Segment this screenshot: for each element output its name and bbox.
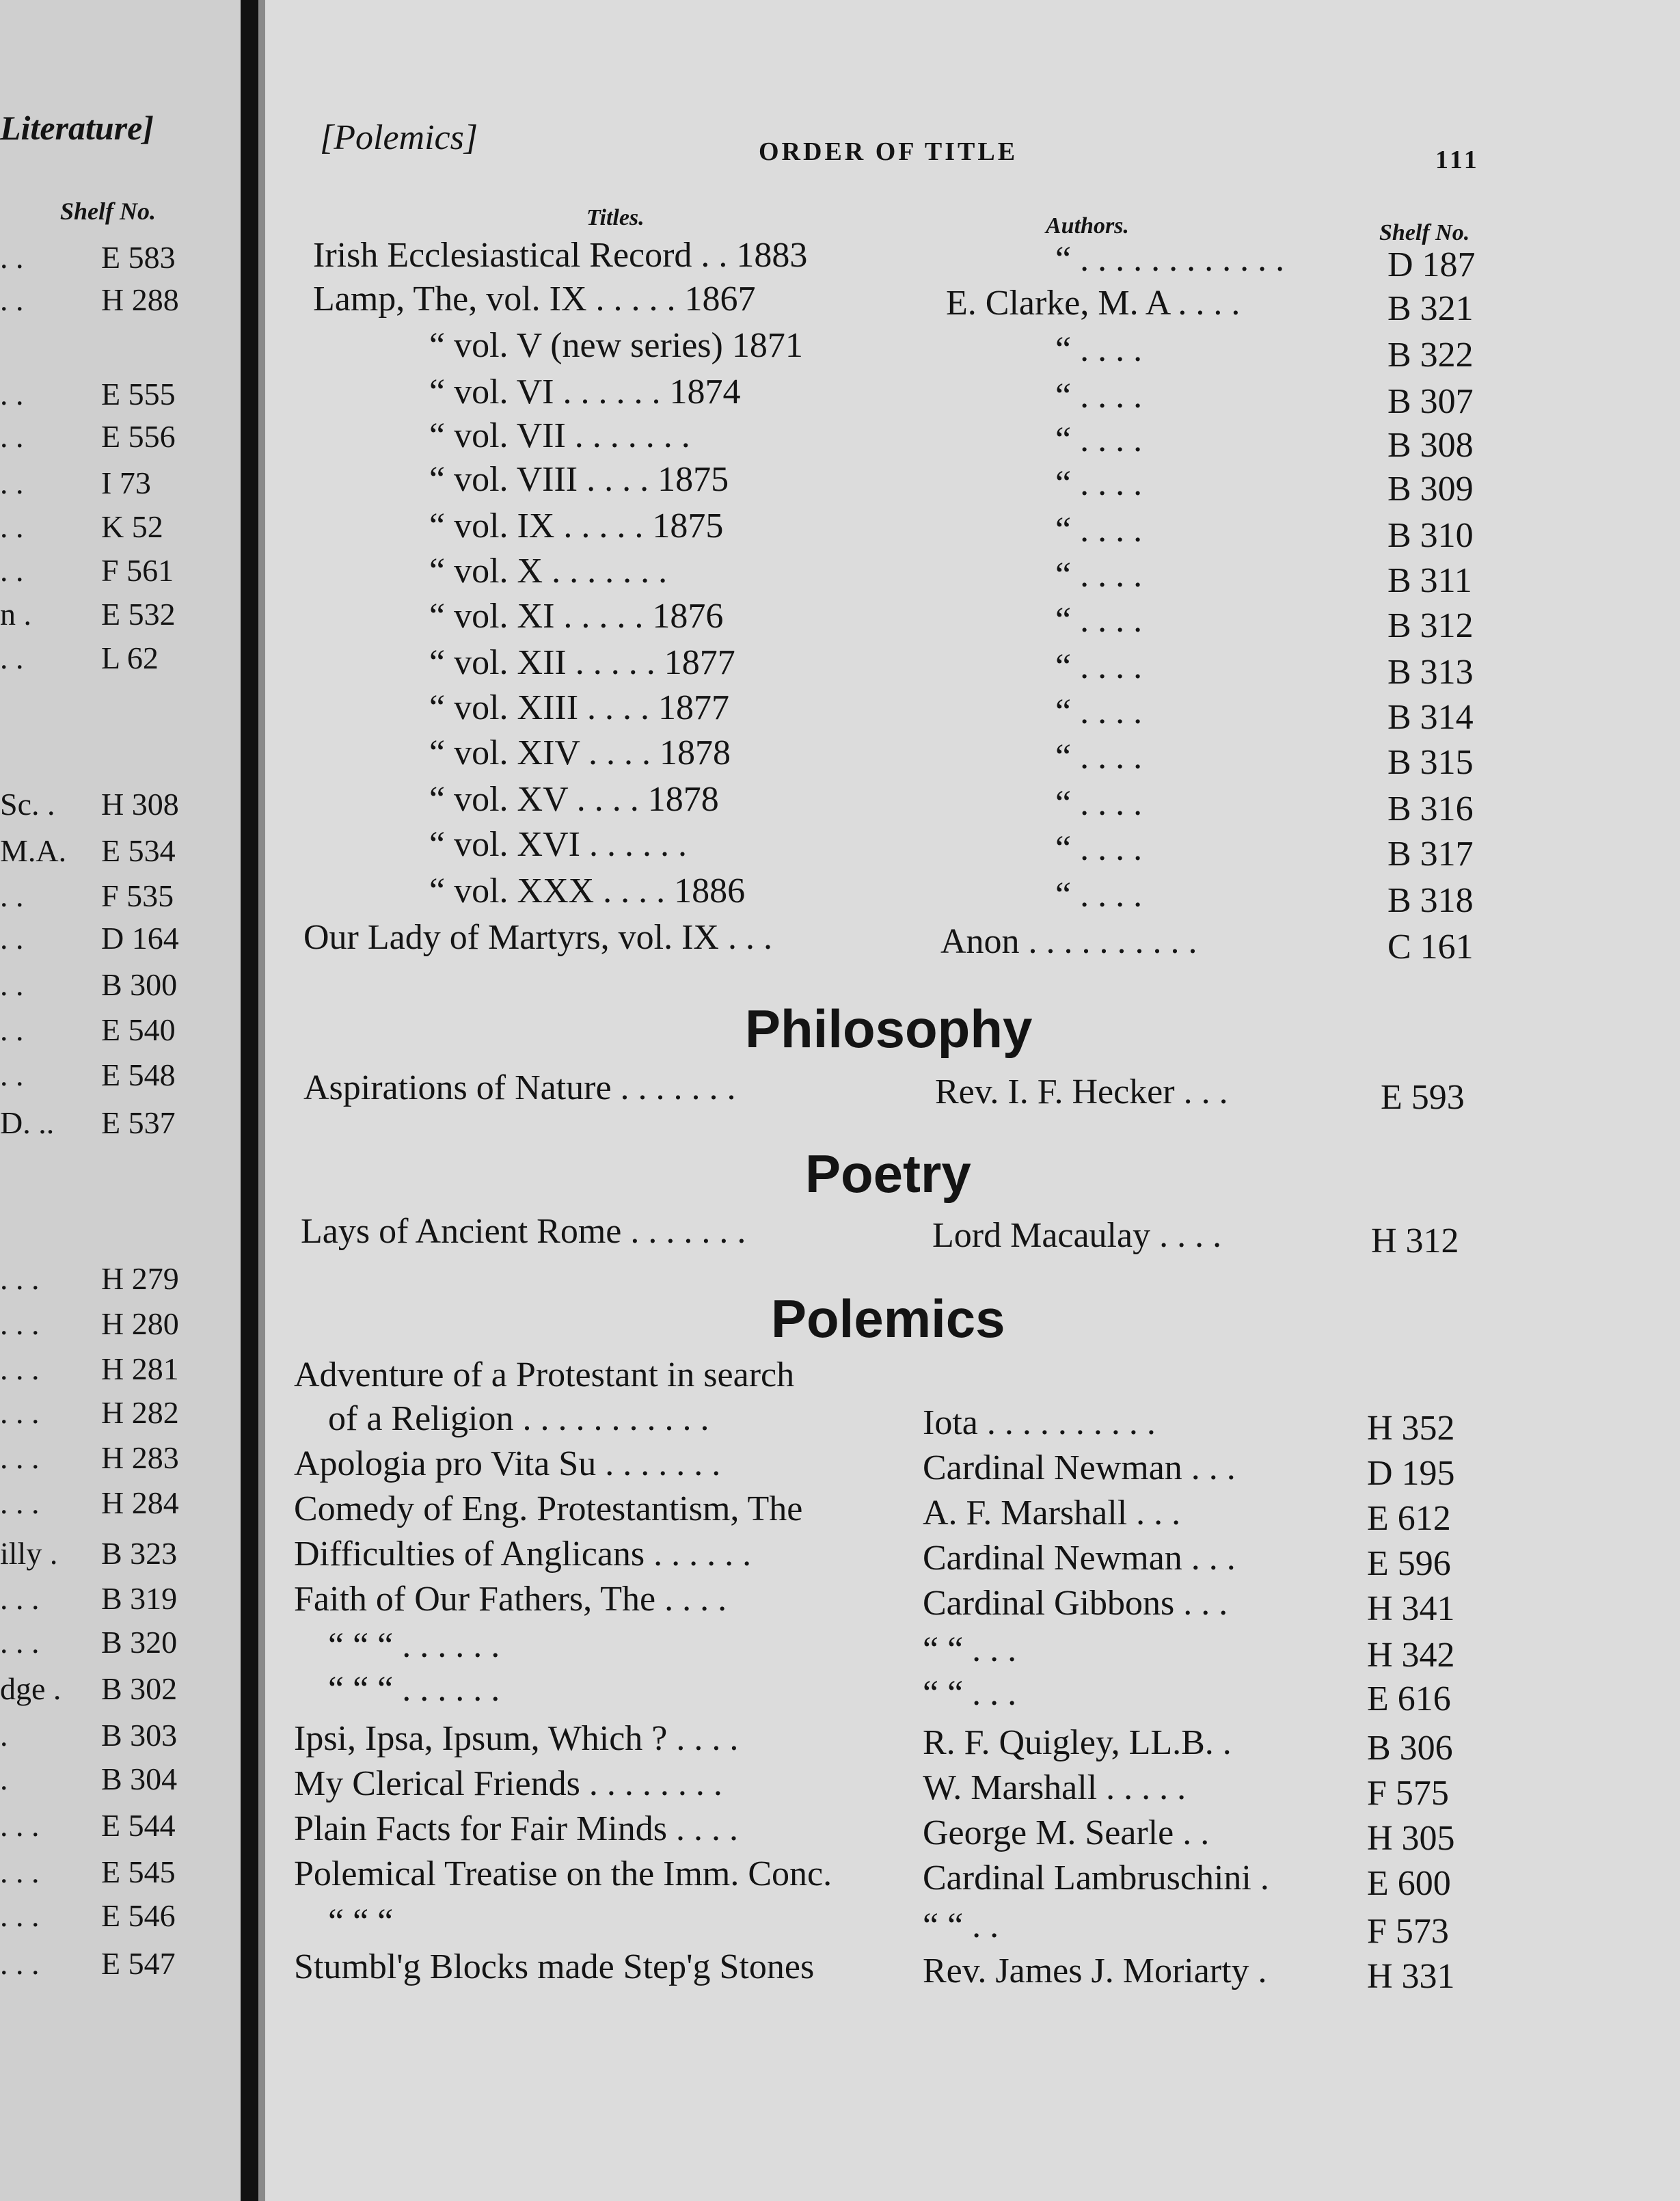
left-row-shelf: L 62 [101, 640, 159, 675]
entry-title: “ “ “ . . . . . . [328, 1670, 500, 1709]
entry-author: “ . . . . [1055, 377, 1143, 416]
left-row-shelf: E 583 [101, 240, 176, 275]
entry-title: Faith of Our Fathers, The . . . . [294, 1580, 727, 1619]
left-row-shelf: E 556 [101, 419, 176, 454]
left-row-shelf: F 535 [101, 878, 174, 913]
entry-shelf-number: B 317 [1387, 835, 1474, 874]
left-row-shelf: H 281 [101, 1351, 179, 1386]
entry-shelf-number: H 312 [1371, 1221, 1459, 1260]
entry-shelf-number: E 593 [1381, 1078, 1465, 1117]
heading-poetry: Poetry [805, 1144, 971, 1204]
left-row-shelf: E 547 [101, 1946, 176, 1981]
entry-shelf-number: H 342 [1367, 1636, 1455, 1675]
entry-shelf-number: H 341 [1367, 1589, 1455, 1628]
column-header-shelf: Shelf No. [1379, 220, 1470, 245]
column-header-authors: Authors. [1046, 213, 1129, 239]
left-row-prefix: Sc. . [0, 787, 55, 822]
entry-shelf-number: B 307 [1387, 382, 1474, 421]
heading-polemics: Polemics [771, 1288, 1005, 1349]
left-row-shelf: E 534 [101, 833, 176, 868]
entry-shelf-number: B 316 [1387, 789, 1474, 828]
entry-author: Rev. James J. Moriarty . [923, 1952, 1267, 1990]
entry-title: “ vol. VI . . . . . . 1874 [429, 373, 741, 411]
entry-author: Cardinal Newman . . . [923, 1539, 1236, 1578]
entry-shelf-number: B 310 [1387, 516, 1474, 555]
entry-title: Aspirations of Nature . . . . . . . [303, 1068, 736, 1107]
entry-author: “ . . . . [1055, 692, 1143, 731]
left-row-prefix: . . . [0, 1581, 40, 1616]
entry-title: “ vol. X . . . . . . . [429, 552, 668, 591]
entry-title: Comedy of Eng. Protestantism, The [294, 1489, 803, 1528]
left-page-heading: Literature] [0, 109, 154, 147]
entry-shelf-number: H 305 [1367, 1819, 1455, 1858]
entry-title: “ vol. XVI . . . . . . [429, 825, 687, 864]
left-row-shelf: F 561 [101, 553, 174, 588]
left-row-prefix: . . . [0, 1351, 40, 1386]
left-row-shelf: D 164 [101, 921, 179, 956]
left-row-prefix: . . [0, 377, 24, 411]
page-gutter [241, 0, 258, 2201]
left-row-prefix: . . [0, 282, 24, 317]
entry-title: “ vol. XXX . . . . 1886 [429, 872, 746, 910]
left-page-fragment [0, 0, 245, 2201]
left-row-prefix: . . . [0, 1854, 40, 1889]
left-row-prefix: illy . [0, 1536, 58, 1571]
left-row-shelf: K 52 [101, 509, 163, 544]
left-row-prefix: . . [0, 509, 24, 544]
left-row-shelf: E 546 [101, 1898, 176, 1933]
entry-title: “ vol. XIV . . . . 1878 [429, 733, 731, 772]
left-row-prefix: . [0, 1718, 8, 1753]
entry-shelf-number: B 322 [1387, 336, 1474, 375]
entry-author: “ . . . . [1055, 829, 1143, 868]
entry-author: “ . . . . [1055, 876, 1143, 915]
entry-shelf-number: F 575 [1367, 1774, 1449, 1813]
left-row-shelf: H 284 [101, 1485, 179, 1520]
entry-author: Iota . . . . . . . . . . [923, 1403, 1156, 1442]
entry-author: Cardinal Lambruschini . [923, 1859, 1269, 1898]
entry-author: “ “ . . . [923, 1630, 1017, 1669]
entry-shelf-number: B 321 [1387, 289, 1474, 328]
entry-author: A. F. Marshall . . . [923, 1494, 1181, 1532]
entry-author: Cardinal Gibbons . . . [923, 1584, 1228, 1623]
left-row-prefix: . . . [0, 1625, 40, 1660]
entry-title: Lays of Ancient Rome . . . . . . . [301, 1212, 746, 1251]
left-row-shelf: E 548 [101, 1057, 176, 1092]
left-row-prefix: n . [0, 597, 31, 632]
left-row-prefix: . . [0, 465, 24, 500]
section-bracket-label: [Polemics] [320, 118, 478, 157]
entry-title: Irish Ecclesiastical Record . . 1883 [313, 236, 808, 275]
entry-shelf-number: B 311 [1387, 561, 1472, 600]
entry-author: “ . . . . [1055, 511, 1143, 550]
left-row-shelf: H 282 [101, 1395, 179, 1430]
entry-author: “ . . . . [1055, 556, 1143, 595]
entry-shelf-number: E 600 [1367, 1864, 1451, 1903]
entry-shelf-number: H 331 [1367, 1957, 1455, 1996]
left-row-prefix: . . [0, 1012, 24, 1047]
left-row-prefix: . . . [0, 1808, 40, 1843]
entry-title: Difficulties of Anglicans . . . . . . [294, 1535, 752, 1574]
left-row-prefix: M.A. [0, 833, 67, 868]
entry-author: Lord Macaulay . . . . [932, 1216, 1222, 1255]
left-row-prefix: D. .. [0, 1105, 55, 1140]
entry-title: “ vol. XII . . . . . 1877 [429, 643, 735, 682]
entry-title: Polemical Treatise on the Imm. Conc. [294, 1854, 832, 1893]
left-row-prefix: . . [0, 640, 24, 675]
entry-author: “ . . . . [1055, 330, 1143, 369]
entry-author: “ . . . . [1055, 464, 1143, 503]
left-row-prefix: . . [0, 878, 24, 913]
entry-author: “ “ . . . [923, 1674, 1017, 1713]
left-row-shelf: B 319 [101, 1581, 178, 1616]
left-row-prefix: . . . [0, 1395, 40, 1430]
entry-shelf-number: B 315 [1387, 743, 1474, 782]
left-row-prefix: . . . [0, 1440, 40, 1475]
left-row-shelf: B 320 [101, 1625, 178, 1660]
left-row-shelf: B 323 [101, 1536, 178, 1571]
entry-author: “ . . . . [1055, 738, 1143, 777]
left-row-prefix: . . . [0, 1306, 40, 1341]
entry-shelf-number: B 318 [1387, 881, 1474, 920]
entry-author: R. F. Quigley, LL.B. . [923, 1723, 1232, 1762]
left-row-shelf: I 73 [101, 465, 151, 500]
entry-title: “ “ “ [328, 1902, 394, 1941]
entry-title: “ vol. V (new series) 1871 [429, 326, 803, 365]
entry-shelf-number: B 309 [1387, 470, 1474, 509]
entry-shelf-number: B 308 [1387, 426, 1474, 465]
entry-title: Apologia pro Vita Su . . . . . . . [294, 1444, 721, 1483]
left-row-prefix: . . . [0, 1898, 40, 1933]
left-row-shelf: E 544 [101, 1808, 176, 1843]
left-row-shelf: H 308 [101, 787, 179, 822]
entry-author: “ . . . . [1055, 647, 1143, 686]
entry-title: Adventure of a Protestant in search [294, 1355, 795, 1394]
left-row-prefix: dge . [0, 1671, 62, 1706]
left-row-shelf: E 545 [101, 1854, 176, 1889]
entry-title: Our Lady of Martyrs, vol. IX . . . [303, 918, 772, 957]
entry-title: Ipsi, Ipsa, Ipsum, Which ? . . . . [294, 1719, 739, 1758]
heading-philosophy: Philosophy [745, 999, 1033, 1059]
entry-author: Anon . . . . . . . . . . [940, 922, 1197, 961]
left-row-shelf: E 537 [101, 1105, 176, 1140]
entry-author: Cardinal Newman . . . [923, 1448, 1236, 1487]
entry-shelf-number: C 161 [1387, 928, 1474, 967]
left-row-prefix: . . [0, 967, 24, 1002]
entry-shelf-number: B 314 [1387, 698, 1474, 737]
entry-author: “ . . . . . . . . . . . . [1055, 240, 1285, 279]
entry-shelf-number: B 306 [1367, 1729, 1453, 1768]
entry-title: Plain Facts for Fair Minds . . . . [294, 1809, 738, 1848]
entry-author: Rev. I. F. Hecker . . . [935, 1072, 1228, 1111]
entry-title: Lamp, The, vol. IX . . . . . 1867 [313, 280, 756, 319]
entry-title: “ “ “ . . . . . . [328, 1626, 500, 1665]
entry-author: E. Clarke, M. A . . . . [946, 284, 1241, 323]
entry-title: My Clerical Friends . . . . . . . . [294, 1764, 722, 1803]
entry-shelf-number: H 352 [1367, 1409, 1455, 1448]
entry-author: George M. Searle . . [923, 1813, 1210, 1852]
entry-title: Stumbl'g Blocks made Step'g Stones [294, 1947, 815, 1986]
left-row-shelf: H 279 [101, 1261, 179, 1296]
left-row-shelf: H 288 [101, 282, 179, 317]
left-row-shelf: B 302 [101, 1671, 178, 1706]
left-row-prefix: . . [0, 240, 24, 275]
running-title: ORDER OF TITLE [759, 137, 1018, 166]
left-row-prefix: . . [0, 419, 24, 454]
left-row-shelf: B 304 [101, 1761, 178, 1796]
entry-shelf-number: E 612 [1367, 1499, 1451, 1538]
entry-shelf-number: D 187 [1387, 245, 1476, 284]
left-row-shelf: H 280 [101, 1306, 179, 1341]
entry-title: “ vol. VIII . . . . 1875 [429, 460, 729, 499]
entry-title: “ vol. XIII . . . . 1877 [429, 688, 730, 727]
left-row-prefix: . . [0, 553, 24, 588]
entry-title: “ vol. IX . . . . . 1875 [429, 507, 724, 545]
page-gutter-shadow [258, 0, 265, 2201]
left-row-prefix: . [0, 1761, 8, 1796]
left-row-prefix: . . [0, 1057, 24, 1092]
entry-author: “ . . . . [1055, 601, 1143, 640]
page-number: 111 [1435, 146, 1480, 174]
left-row-prefix: . . . [0, 1261, 40, 1296]
entry-title: “ vol. XI . . . . . 1876 [429, 597, 724, 636]
entry-shelf-number: D 195 [1367, 1454, 1455, 1493]
entry-author: “ “ . . [923, 1906, 999, 1945]
entry-shelf-number: B 312 [1387, 606, 1474, 645]
left-row-shelf: E 540 [101, 1012, 176, 1047]
entry-title: “ vol. XV . . . . 1878 [429, 780, 719, 819]
left-shelf-header: Shelf No. [60, 198, 157, 225]
left-row-shelf: E 532 [101, 597, 176, 632]
left-row-shelf: B 303 [101, 1718, 178, 1753]
entry-author: “ . . . . [1055, 784, 1143, 823]
left-row-shelf: E 555 [101, 377, 176, 411]
entry-title: “ vol. VII . . . . . . . [429, 416, 690, 455]
entry-title: of a Religion . . . . . . . . . . . [328, 1399, 709, 1438]
left-row-shelf: B 300 [101, 967, 178, 1002]
entry-shelf-number: E 596 [1367, 1544, 1451, 1583]
left-row-prefix: . . . [0, 1946, 40, 1981]
left-row-prefix: . . . [0, 1485, 40, 1520]
entry-shelf-number: F 573 [1367, 1912, 1449, 1951]
column-header-titles: Titles. [586, 205, 645, 230]
entry-author: “ . . . . [1055, 420, 1143, 459]
entry-shelf-number: E 616 [1367, 1679, 1451, 1718]
left-row-prefix: . . [0, 921, 24, 956]
entry-author: W. Marshall . . . . . [923, 1768, 1187, 1807]
entry-shelf-number: B 313 [1387, 653, 1474, 692]
left-row-shelf: H 283 [101, 1440, 179, 1475]
